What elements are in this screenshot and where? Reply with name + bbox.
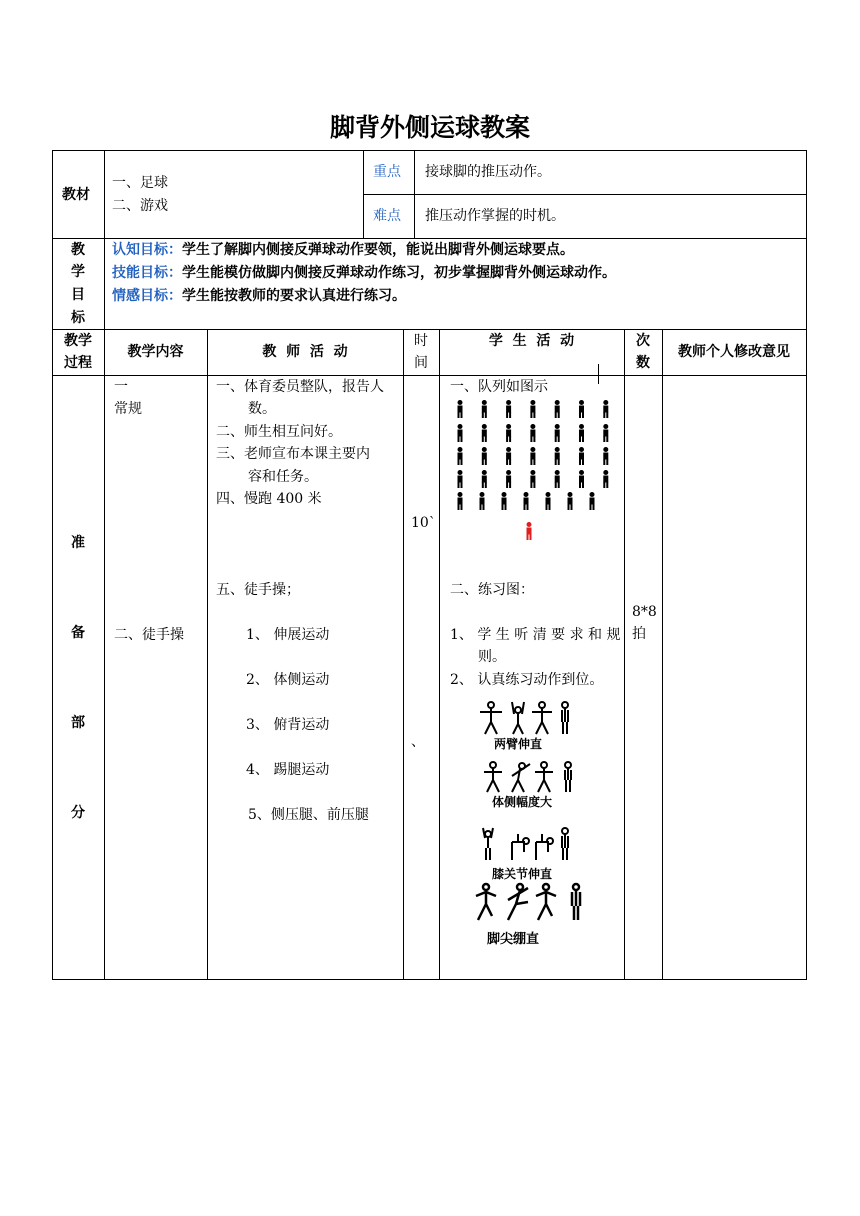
teacher-item-3: 三、老师宣布本课主要内	[216, 446, 370, 462]
student-figure-icon	[530, 447, 535, 465]
goal-cognitive	[112, 239, 574, 261]
goals-label-3: 目	[71, 287, 85, 303]
col-content: 教学内容	[127, 344, 184, 360]
student-figure-icon	[579, 447, 584, 465]
stick-figure-icon	[536, 834, 553, 860]
student-figure-icon	[482, 470, 487, 488]
exercise-figure-arms	[478, 700, 578, 736]
exercise-figure-side	[482, 760, 582, 794]
student-figure-icon	[506, 447, 511, 465]
student-figure-icon	[590, 492, 595, 510]
goals-label-4: 标	[71, 310, 85, 326]
student-figure-icon	[555, 447, 560, 465]
stick-figure-icon	[562, 702, 568, 734]
content-exercise: 二、徒手操	[114, 627, 184, 643]
goal-affective-text: 学生能按教师的要求认真进行练习。	[182, 288, 406, 304]
student-figure-icon	[555, 400, 560, 418]
student-figure-icon	[579, 400, 584, 418]
exercise-figure-knee	[478, 826, 578, 862]
teacher-figure-icon	[527, 522, 532, 540]
teacher-exercise-1: 1、 伸展运动	[246, 627, 330, 643]
teacher-item-4: 四、慢跑 400 米	[216, 491, 322, 507]
stick-figure-icon	[535, 762, 553, 792]
student-figure-icon	[458, 470, 463, 488]
student-figure-icon	[524, 492, 529, 510]
student-figure-icon	[555, 424, 560, 442]
goal-skill	[112, 262, 616, 284]
content-routine-num: 一	[114, 379, 128, 395]
stick-figure-icon	[562, 828, 568, 860]
material-label: 教材	[62, 187, 90, 203]
col-notes: 教师个人修改意见	[678, 344, 790, 360]
stick-figure-icon	[508, 884, 528, 920]
stick-figure-icon	[484, 762, 502, 792]
content-routine: 常规	[114, 401, 142, 417]
student-figure-icon	[458, 492, 463, 510]
key-point-text: 接球脚的推压动作。	[425, 164, 551, 180]
student-figure-icon	[458, 400, 463, 418]
student-figure-icon	[458, 447, 463, 465]
material-item-2: 二、游戏	[112, 198, 168, 214]
teacher-exercise-2: 2、 体侧运动	[246, 672, 330, 688]
student-figure-icon	[579, 424, 584, 442]
student-figure-icon	[555, 470, 560, 488]
teacher-exercise-title: 五、徒手操；	[216, 582, 300, 598]
figure-label-arms: 两臂伸直	[494, 737, 543, 751]
goal-affective	[112, 285, 406, 307]
student-practice-title: 二、练习图：	[450, 582, 534, 598]
stick-figure-icon	[476, 884, 496, 920]
student-figure-icon	[568, 492, 573, 510]
stick-figure-icon	[536, 884, 556, 920]
figure-label-toe: 脚尖绷直	[487, 932, 540, 947]
section-label-4: 分	[71, 805, 85, 821]
figure-label-knee: 膝关节伸直	[492, 867, 553, 881]
col-count-1: 次	[636, 333, 650, 349]
student-figure-icon	[603, 424, 608, 442]
student-figure-icon	[530, 400, 535, 418]
stick-figure-icon	[572, 884, 580, 920]
teacher-item-1b: 数。	[248, 401, 276, 417]
student-figure-icon	[480, 492, 485, 510]
time-mark: 、	[411, 734, 425, 750]
goal-affective-label: 情感目标：	[112, 288, 182, 304]
teacher-exercise-4: 4、 踢腿运动	[246, 762, 330, 778]
stick-figure-icon	[512, 702, 524, 734]
teacher-exercise-5: 5、侧压腿、前压腿	[248, 807, 369, 823]
stick-figure-icon	[512, 834, 529, 860]
section-label-3: 部	[71, 715, 85, 731]
count-unit: 拍	[632, 626, 646, 642]
difficulty-text: 推压动作掌握的时机。	[425, 208, 565, 224]
teacher-exercise-3: 3、 俯背运动	[246, 717, 330, 733]
student-figure-icon	[603, 470, 608, 488]
student-figure-icon	[530, 470, 535, 488]
section-label-1: 准	[71, 535, 85, 551]
figure-label-side: 体侧幅度大	[492, 795, 553, 809]
stick-figure-icon	[483, 828, 493, 860]
teacher-item-2: 二、师生相互问好。	[216, 424, 342, 440]
col-teacher: 教 师 活 动	[262, 344, 348, 360]
student-figure-icon	[482, 447, 487, 465]
page-title: 脚背外侧运球教案	[329, 113, 530, 142]
difficulty-label: 难点	[373, 208, 401, 224]
col-student: 学 生 活 动	[488, 333, 575, 349]
count-value: 8*8	[632, 604, 657, 620]
student-step-1: 1、 学 生 听 清 要 求 和 规	[450, 627, 621, 643]
student-figure-icon	[603, 400, 608, 418]
formation-diagram	[449, 398, 619, 548]
col-time-1: 时	[414, 333, 428, 349]
student-figure-icon	[506, 424, 511, 442]
col-time-2: 间	[414, 355, 428, 371]
stick-figure-icon	[480, 702, 502, 734]
goal-cognitive-label: 认知目标：	[112, 242, 182, 258]
student-figure-icon	[506, 470, 511, 488]
student-figure-icon	[506, 400, 511, 418]
exercise-figure-toe	[472, 882, 587, 922]
stick-figure-icon	[565, 762, 571, 792]
col-process-2: 过程	[64, 355, 92, 371]
key-point-label: 重点	[373, 164, 401, 180]
student-figure-icon	[502, 492, 507, 510]
stick-figure-icon	[512, 763, 530, 792]
time-value: 10`	[411, 515, 436, 531]
col-count-2: 数	[636, 355, 650, 371]
section-label-2: 备	[71, 625, 85, 641]
student-step-2: 2、 认真练习动作到位。	[450, 672, 604, 688]
student-step-1b: 则。	[478, 649, 506, 665]
student-figure-icon	[603, 447, 608, 465]
student-figure-icon	[546, 492, 551, 510]
goal-cognitive-text: 学生了解脚内侧接反弹球动作要领，能说出脚背外侧运球要点。	[182, 242, 574, 258]
goals-label-1: 教	[71, 242, 85, 258]
col-process-1: 教学	[64, 333, 92, 349]
student-figure-icon	[530, 424, 535, 442]
goals-label-2: 学	[71, 264, 85, 280]
student-figure-icon	[458, 424, 463, 442]
teacher-item-1: 一、体育委员整队，报告人	[216, 379, 384, 395]
teacher-item-3b: 容和任务。	[248, 469, 318, 485]
goal-skill-text: 学生能模仿做脚内侧接反弹球动作练习，初步掌握脚背外侧运球动作。	[182, 265, 616, 281]
material-item-1: 一、足球	[112, 175, 168, 191]
stick-figure-icon	[532, 702, 552, 734]
goal-skill-label: 技能目标：	[112, 265, 182, 281]
student-figure-icon	[482, 400, 487, 418]
student-figure-icon	[579, 470, 584, 488]
student-formation-title: 一、队列如图示	[450, 379, 548, 395]
student-figure-icon	[482, 424, 487, 442]
